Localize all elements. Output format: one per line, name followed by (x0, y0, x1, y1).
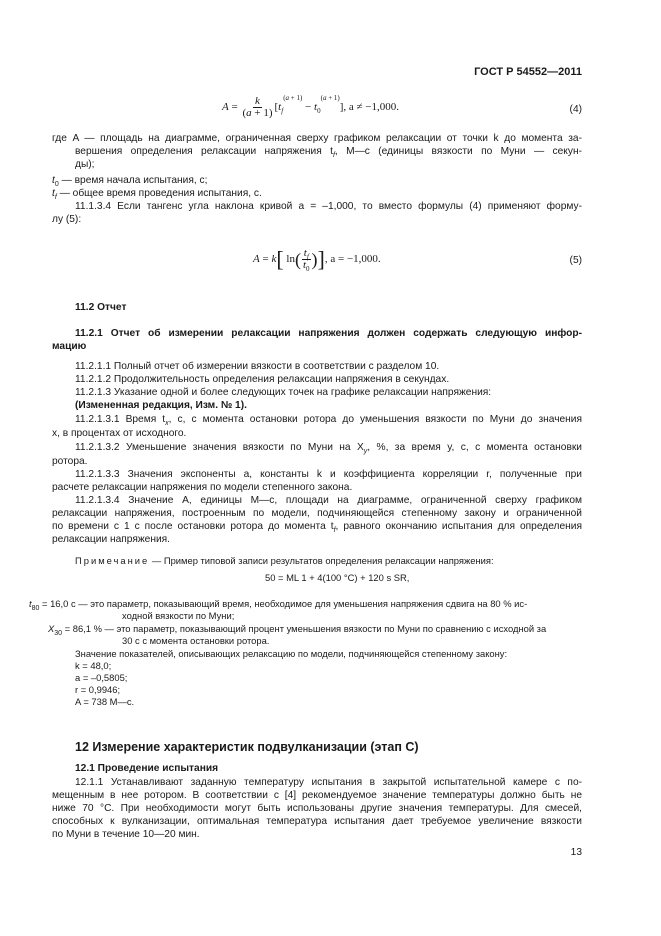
item-11-2-1-3-3-line2: расчете релаксации напряжения по модели степенного закона. (52, 482, 353, 493)
where-A-line3: ды); (75, 159, 95, 170)
note-t80-line2: ходной вязкости по Муни; (122, 610, 235, 621)
where-tf: $t_f$ — общее время проведения испытания, с. (52, 188, 262, 202)
para-11-1-3-4-line2: лу (5): (52, 214, 82, 225)
para-12-1-1-line4: способных к вулканизации, оптимальная температура испытания дает требуемое увеличение вязкости (52, 816, 582, 827)
page-number: 13 (570, 847, 582, 858)
note-x30-line1: $X_{30} = 86,1$ % — это параметр, показывающий процент уменьшения вязкости по Муни по сравнению с исходной за (48, 623, 547, 637)
item-11-2-1-3-4-line3: по времени с 1 с после остановки ротора до момента $t_f$, равного окончанию испытания для определения (52, 521, 582, 535)
note-param-r: r = 0,9946; (75, 684, 121, 695)
para-11-2-1-line1: 11.2.1 Отчет об измерении релаксации напряжения должен содержать следующую инфор- (75, 328, 582, 339)
section-12-1-heading: 12.1 Проведение испытания (75, 763, 219, 774)
item-11-2-1-3-3-line1: 11.2.1.3.3 Значения экспоненты a, константы k и коэффициента корреляции r, полученные при (75, 469, 582, 480)
formula-4: A = $\frac{k}{(a + 1)}$ $[t_f^{(a + 1)} - t_0^{(a + 1)}]$, a ≠ −1,000. (222, 94, 400, 119)
where-A-line2: вершения определения релаксации напряжения $t_f$, М—с (единицы вязкости по Муни — секун- (75, 146, 582, 160)
section-12-heading: 12 Измерение характеристик подвулканизации (этап C) (75, 740, 419, 754)
formula-5-number: (5) (569, 255, 582, 266)
formula-4-condition: , a ≠ −1,000. (343, 101, 400, 114)
amendment-note: (Измененная редакция, Изм. № 1). (75, 400, 247, 411)
formula-5-condition: , a = −1,000. (324, 253, 381, 266)
item-11-2-1-1: 11.2.1.1 Полный отчет об измерении вязкости в соответствии с разделом 10. (75, 361, 440, 372)
para-11-1-3-4-line1: 11.1.3.4 Если тангенс угла наклона кривой a = –1,000, то вместо формулы (4) применяют форму- (75, 201, 582, 212)
note-param-A: A = 738 М—с. (75, 696, 135, 707)
note-params-intro: Значение показателей, описывающих релаксацию по модели, подчиняющейся степенному закону: (75, 648, 508, 659)
item-11-2-1-2: 11.2.1.2 Продолжительность определения релаксации напряжения в секундах. (75, 374, 450, 385)
note-param-a: a = –0,5805; (75, 672, 128, 683)
note-intro: Примечание — Пример типовой записи результатов определения релаксации напряжения: (75, 555, 494, 566)
item-11-2-1-3-4-line1: 11.2.1.3.4 Значение A, единицы М—с, площади на диаграмме, ограниченной сверху графиком (75, 495, 582, 506)
para-12-1-1-line2: мещенным в нее ротором. В соответствии с [4] рекомендуемое значение температуры должно быть не (52, 790, 582, 801)
note-param-k: k = 48,0; (75, 660, 112, 671)
item-11-2-1-3-1-line2: x, в процентах от исходного. (52, 428, 187, 439)
note-x30-line2: 30 с с момента остановки ротора. (122, 635, 270, 646)
item-11-2-1-3-2-line1: 11.2.1.3.2 Уменьшение значения вязкости по Муни на $X_y$, %, за время y, с, с момента остановки (75, 442, 582, 456)
where-A-line1: где A — площадь на диаграмме, ограниченная сверху графиком релаксации от точки k до момента за- (52, 133, 582, 144)
section-11-2-heading: 11.2 Отчет (75, 302, 127, 313)
item-11-2-1-3-4-line2: релаксации напряжения, построенным по модели, подчиняющейся степенному закону и ограниченной (52, 508, 582, 519)
para-12-1-1-line3: ниже 70 °C. При необходимости могут быть использованы другие значения температуры. Для смесей, (52, 803, 582, 814)
where-t0: $t_0$ — время начала испытания, с; (52, 175, 208, 189)
item-11-2-1-3-2-line2: ротора. (52, 456, 88, 467)
para-12-1-1-line1: 12.1.1 Устанавливают заданную температуру испытания в закрытой испытательной камере с по- (75, 777, 582, 788)
item-11-2-1-3: 11.2.1.3 Указание одной и более следующих точек на графике релаксации напряжения: (75, 387, 492, 398)
para-11-2-1-line2: мацию (52, 341, 87, 352)
note-record: 50 = ML 1 + 4(100 °C) + 120 s SR, (265, 572, 410, 583)
para-12-1-1-line5: по Муни в течение 10—20 мин. (52, 829, 200, 840)
formula-5: A = k[ ln( $\frac{t_f}{t_0}$ )], a = −1,000. (253, 246, 381, 274)
formula-4-number: (4) (569, 104, 582, 115)
note-t80-line1: $t_{80} = 16,0$ с — это параметр, показывающий время, необходимое для уменьшения напряжения сдвига на 80 % ис- (29, 598, 528, 612)
item-11-2-1-3-4-line4: релаксации напряжения. (52, 534, 171, 545)
standard-header: ГОСТ Р 54552—2011 (474, 66, 582, 78)
item-11-2-1-3-1-line1: 11.2.1.3.1 Время $t_x$, c, с момента остановки ротора до уменьшения вязкости по Муни до значения (75, 414, 582, 428)
